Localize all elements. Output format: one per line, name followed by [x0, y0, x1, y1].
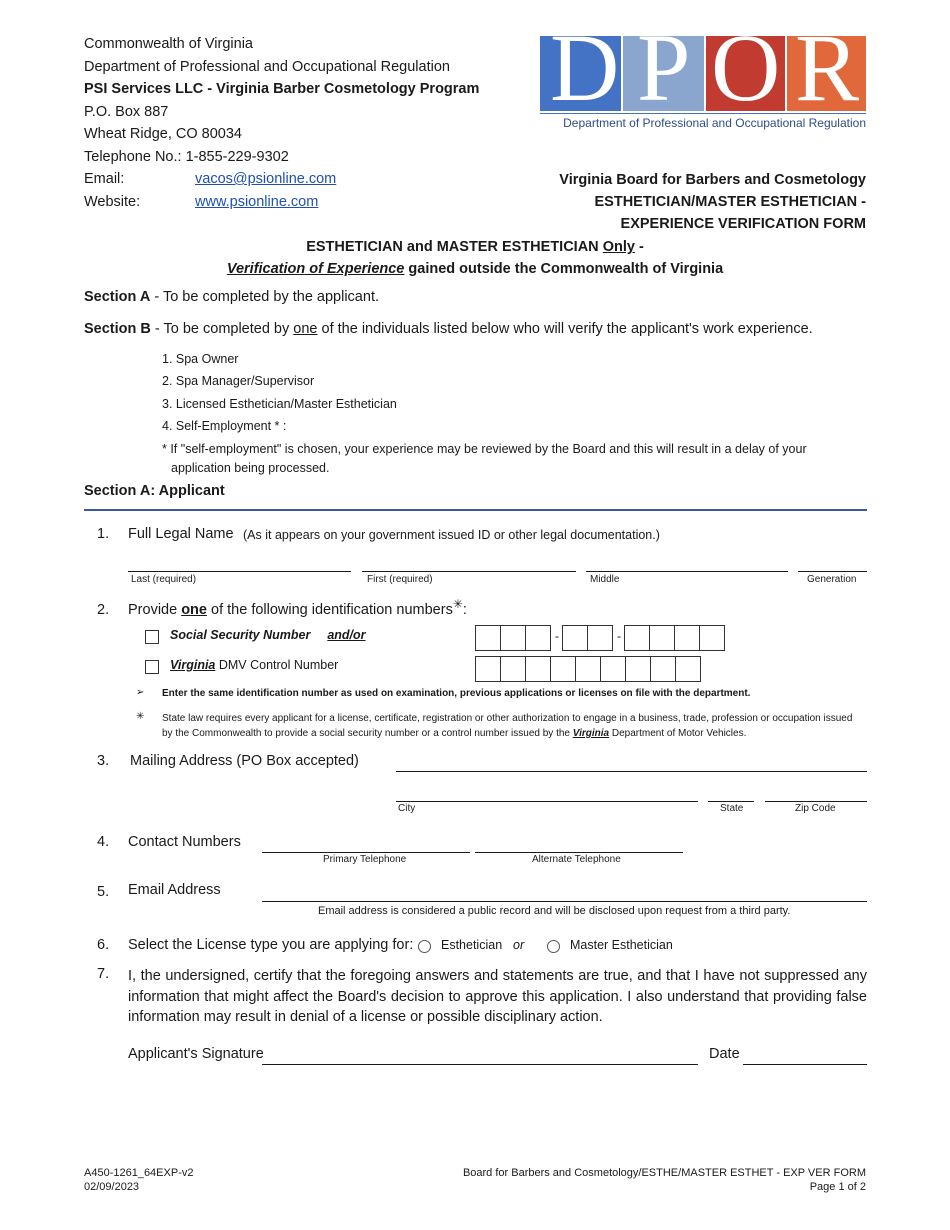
q6-number: 6. — [97, 937, 110, 953]
ssn-checkbox[interactable] — [145, 630, 159, 644]
ssn-dash: - — [617, 629, 621, 643]
ssn-label — [170, 628, 366, 642]
middle-name-caption: Middle — [590, 574, 620, 585]
note-line1: * If "self-employment" is chosen, your experience may be reviewed by the Board and this will result in a delay of your — [162, 442, 807, 456]
list-item: 3. Licensed Esthetician/Master Esthetician — [162, 396, 397, 411]
ssn-andor: and/or — [327, 628, 366, 642]
verifier-list — [162, 348, 397, 437]
dmv-digit-box[interactable] — [675, 656, 701, 682]
dmv-digit-box[interactable] — [500, 656, 526, 682]
q2-number: 2. — [97, 602, 110, 618]
agency-line-psi: PSI Services LLC - Virginia Barber Cosmetology Program — [84, 81, 480, 97]
logo-letter-p: P — [637, 36, 691, 111]
zip-field[interactable] — [765, 801, 867, 802]
state-law-virginia: Virginia — [572, 727, 610, 739]
ssn-digit-box[interactable] — [674, 625, 700, 651]
generation-caption: Generation — [807, 574, 857, 585]
dmv-label — [170, 658, 338, 672]
email-address-label: Email Address — [128, 882, 221, 898]
identification-label-a: Provide — [128, 602, 182, 618]
email-label: Email: — [84, 171, 125, 187]
logo-rule — [540, 113, 866, 114]
dmv-digit-box[interactable] — [475, 656, 501, 682]
ssn-digit-box[interactable] — [699, 625, 725, 651]
dmv-input-boxes[interactable] — [476, 656, 701, 682]
certification-statement — [128, 966, 867, 1028]
logo-letter-r: R — [795, 36, 860, 111]
board-name: Virginia Board for Barbers and Cosmetology — [559, 172, 866, 188]
date-label: Date — [709, 1046, 740, 1062]
date-field[interactable] — [743, 1064, 867, 1065]
section-b-one: one — [293, 321, 318, 337]
dmv-digit-box[interactable] — [525, 656, 551, 682]
last-name-caption: Last (required) — [131, 574, 197, 585]
dmv-digit-box[interactable] — [625, 656, 651, 682]
agency-line-city: Wheat Ridge, CO 80034 — [84, 126, 242, 142]
ssn-digit-box[interactable] — [624, 625, 650, 651]
logo-tile-r — [787, 36, 866, 111]
dmv-label-virginia: Virginia — [170, 658, 216, 672]
q5-number: 5. — [97, 884, 110, 900]
logo-letter-o: O — [711, 36, 781, 111]
section-a-text: - To be completed by the applicant. — [150, 289, 379, 305]
page-number: Page 1 of 2 — [809, 1180, 866, 1193]
mailing-address-label: Mailing Address (PO Box accepted) — [130, 753, 359, 769]
section-a-intro — [84, 289, 379, 305]
middle-name-field[interactable] — [586, 571, 788, 572]
list-item: 4. Self-Employment * : — [162, 418, 287, 433]
first-name-field[interactable] — [362, 571, 576, 572]
ssn-dash: - — [555, 629, 559, 643]
form-title-line2: EXPERIENCE VERIFICATION FORM — [620, 216, 866, 232]
q7-number: 7. — [97, 966, 110, 982]
alternate-telephone-field[interactable] — [475, 852, 683, 853]
agency-line-department: Department of Professional and Occupational Regulation — [84, 58, 450, 75]
esthetician-radio[interactable] — [418, 940, 431, 953]
section-b-text-b: of the individuals listed below who will verify the applicant's work experience. — [317, 321, 813, 337]
zip-caption: Zip Code — [795, 803, 836, 814]
state-law-line1: State law requires every applicant for a license, certificate, registration or other authorization to engage in a business, trade, profession or occupation issued — [162, 713, 853, 724]
state-law-line2 — [162, 727, 852, 742]
footer-right — [463, 1167, 866, 1194]
dmv-digit-box[interactable] — [600, 656, 626, 682]
agency-address-block — [84, 33, 479, 213]
dmv-label-text: DMV Control Number — [215, 658, 339, 672]
email-address-field[interactable] — [262, 901, 867, 902]
full-legal-name-label: Full Legal Name — [128, 526, 234, 542]
dpor-logo — [540, 36, 866, 132]
note-line2: application being processed. — [171, 461, 330, 475]
q1-number: 1. — [97, 526, 110, 542]
dmv-checkbox[interactable] — [145, 660, 159, 674]
section-a-label: Section A — [84, 289, 151, 305]
mailing-address-field[interactable] — [396, 771, 867, 772]
identification-label-b: of the following identification numbers — [206, 602, 453, 618]
asterisk-bullet-icon: ✳ — [136, 711, 145, 722]
primary-telephone-field[interactable] — [262, 852, 470, 853]
ssn-digit-box[interactable] — [562, 625, 588, 651]
logo-letter-d: D — [550, 36, 620, 111]
or-label: or — [513, 938, 525, 952]
email-row — [84, 168, 479, 191]
subtitle-line1-text: ESTHETICIAN and MASTER ESTHETICIAN — [306, 239, 603, 255]
certification-line3: information may result in denial of a license or possible disciplinary action. — [128, 1009, 603, 1025]
ssn-digit-box[interactable] — [525, 625, 551, 651]
applicant-signature-label: Applicant's Signature — [128, 1046, 264, 1062]
website-link[interactable]: www.psionline.com — [195, 193, 319, 210]
self-employment-note — [162, 440, 866, 478]
q4-number: 4. — [97, 834, 110, 850]
subtitle-line2 — [0, 258, 950, 280]
list-item: 1. Spa Owner — [162, 352, 239, 366]
generation-field[interactable] — [798, 571, 867, 572]
agency-line-pobox: P.O. Box 887 — [84, 103, 169, 120]
section-a-rule — [84, 509, 867, 511]
certification-line1: I, the undersigned, certify that the foregoing answers and statements are true, and that I have not suppressed any — [128, 968, 867, 984]
list-item: 2. Spa Manager/Supervisor — [162, 374, 315, 389]
state-law-line2-a: by the Commonwealth to provide a social security number or a control number issued by the — [162, 727, 573, 739]
email-link[interactable]: vacos@psionline.com — [195, 171, 337, 187]
master-esthetician-option-label: Master Esthetician — [570, 938, 673, 952]
ssn-digit-box[interactable] — [475, 625, 501, 651]
license-type-label: Select the License type you are applying for: — [128, 937, 414, 953]
logo-tile-p — [623, 36, 704, 111]
subtitle-line2-text: gained outside the Commonwealth of Virginia — [404, 261, 724, 277]
arrow-bullet-icon: ➢ — [136, 687, 145, 698]
ssn-label-text: Social Security Number — [170, 628, 311, 642]
section-b-intro — [84, 321, 813, 337]
section-a-heading: Section A: Applicant — [84, 483, 225, 499]
subtitle-only: Only — [602, 239, 635, 255]
dmv-digit-box[interactable] — [575, 656, 601, 682]
dmv-digit-box[interactable] — [650, 656, 676, 682]
website-label: Website: — [84, 193, 141, 210]
section-b-text-a: - To be completed by — [150, 321, 294, 337]
ssn-input-boxes[interactable] — [476, 625, 725, 651]
email-public-record-note: Email address is considered a public record and will be disclosed upon request from a third party. — [318, 905, 791, 917]
form-date: 02/09/2023 — [84, 1180, 140, 1193]
logo-caption: Department of Professional and Occupational Regulation — [563, 116, 866, 130]
logo-tile-o — [706, 36, 785, 111]
full-legal-name-note: (As it appears on your government issued ID or other legal documentation.) — [243, 528, 660, 542]
website-row — [84, 191, 479, 214]
certification-line2: information that might affect the Board's decision to approve this application. I also understand that providing false — [128, 988, 867, 1005]
logo-tile-d — [540, 36, 621, 111]
ssn-digit-box[interactable] — [500, 625, 526, 651]
form-title-line1: ESTHETICIAN/MASTER ESTHETICIAN - — [594, 194, 866, 210]
subtitle-line1 — [0, 236, 950, 258]
ssn-digit-box[interactable] — [649, 625, 675, 651]
form-code: A450-1261_64EXP-v2 — [84, 1167, 194, 1179]
footer-form-name: Board for Barbers and Cosmetology/ESTHE/MASTER ESTHET - EXP VER FORM — [462, 1167, 866, 1179]
ssn-digit-box[interactable] — [587, 625, 613, 651]
q3-number: 3. — [97, 753, 110, 769]
master-esthetician-radio[interactable] — [547, 940, 560, 953]
subtitle-verification: Verification of Experience — [226, 261, 405, 277]
identification-label-one: one — [181, 602, 207, 618]
alternate-telephone-caption: Alternate Telephone — [532, 854, 621, 865]
form-subtitle — [0, 236, 950, 280]
identification-label — [128, 597, 467, 618]
subtitle-dash: - — [634, 239, 644, 255]
asterisk-icon: ✳ — [452, 597, 463, 611]
state-law-note — [162, 712, 852, 741]
applicant-signature-field[interactable] — [262, 1064, 698, 1065]
state-field[interactable] — [708, 801, 754, 802]
contact-numbers-label: Contact Numbers — [128, 834, 241, 850]
esthetician-option-label: Esthetician — [441, 938, 503, 952]
city-caption: City — [398, 803, 416, 814]
city-field[interactable] — [396, 801, 698, 802]
agency-line-commonwealth: Commonwealth of Virginia — [84, 36, 253, 52]
first-name-caption: First (required) — [367, 574, 433, 585]
state-caption: State — [720, 803, 744, 814]
section-b-label: Section B — [84, 321, 151, 337]
identification-colon: : — [462, 602, 467, 618]
footer-left — [84, 1167, 193, 1194]
primary-telephone-caption: Primary Telephone — [323, 854, 407, 865]
form-title-block — [559, 169, 866, 235]
agency-line-telephone: Telephone No.: 1-855-229-9302 — [84, 148, 289, 165]
last-name-field[interactable] — [128, 571, 351, 572]
dmv-digit-box[interactable] — [550, 656, 576, 682]
state-law-line2-b: Department of Motor Vehicles. — [609, 727, 747, 739]
id-note: Enter the same identification number as used on examination, previous applications or licenses on file with the department. — [162, 688, 751, 699]
